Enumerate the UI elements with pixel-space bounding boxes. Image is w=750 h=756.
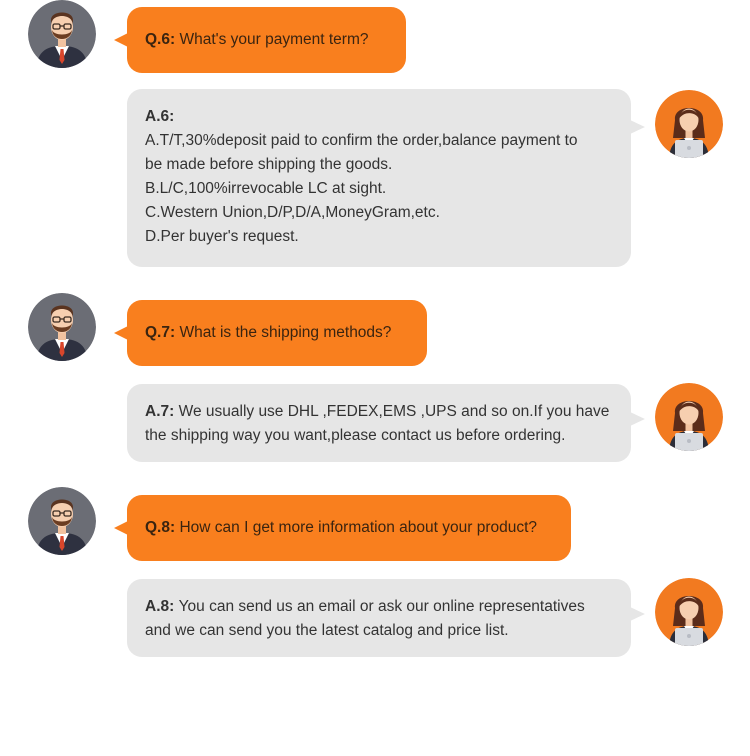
bubble-tail <box>114 521 128 535</box>
question-prefix: Q.8: <box>145 519 176 536</box>
question-prefix: Q.6: <box>145 31 176 48</box>
answer-line: D.Per buyer's request. <box>145 228 299 245</box>
businessman-avatar-icon <box>28 293 96 361</box>
bubble-tail <box>630 412 645 426</box>
answer-prefix: A.8: <box>145 598 175 615</box>
question-text: What is the shipping methods? <box>179 324 392 341</box>
businesswoman-avatar-icon <box>655 383 723 451</box>
answer-line: B.L/C,100%irrevocable LC at sight. <box>145 180 387 197</box>
businessman-avatar-icon <box>28 487 96 555</box>
question-text: How can I get more information about your product? <box>179 519 538 536</box>
bubble-tail <box>630 120 645 134</box>
answer-line: A.T/T,30%deposit paid to confirm the order,balance payment to <box>145 132 578 149</box>
answer-line: the shipping way you want,please contact us before ordering. <box>145 427 566 444</box>
businessman-avatar-icon <box>28 0 96 68</box>
answer-bubble-8 <box>127 579 631 657</box>
bubble-tail <box>114 326 128 340</box>
businesswoman-avatar-icon <box>655 578 723 646</box>
answer-line: be made before shipping the goods. <box>145 156 393 173</box>
question-bubble-6 <box>127 7 406 73</box>
answer-bubble-7 <box>127 384 631 462</box>
question-bubble-8 <box>127 495 571 561</box>
answer-bubble-6 <box>127 89 631 267</box>
answer-prefix: A.7: <box>145 403 175 420</box>
answer-line: and we can send you the latest catalog and price list. <box>145 622 509 639</box>
answer-prefix: A.6: <box>145 108 175 125</box>
answer-line: C.Western Union,D/P,D/A,MoneyGram,etc. <box>145 204 440 221</box>
bubble-tail <box>630 607 645 621</box>
question-text: What's your payment term? <box>179 31 369 48</box>
question-prefix: Q.7: <box>145 324 176 341</box>
answer-line: You can send us an email or ask our online representatives <box>178 598 585 615</box>
bubble-tail <box>114 33 128 47</box>
answer-line: We usually use DHL ,FEDEX,EMS ,UPS and so on.If you have <box>178 403 610 420</box>
businesswoman-avatar-icon <box>655 90 723 158</box>
question-bubble-7 <box>127 300 427 366</box>
